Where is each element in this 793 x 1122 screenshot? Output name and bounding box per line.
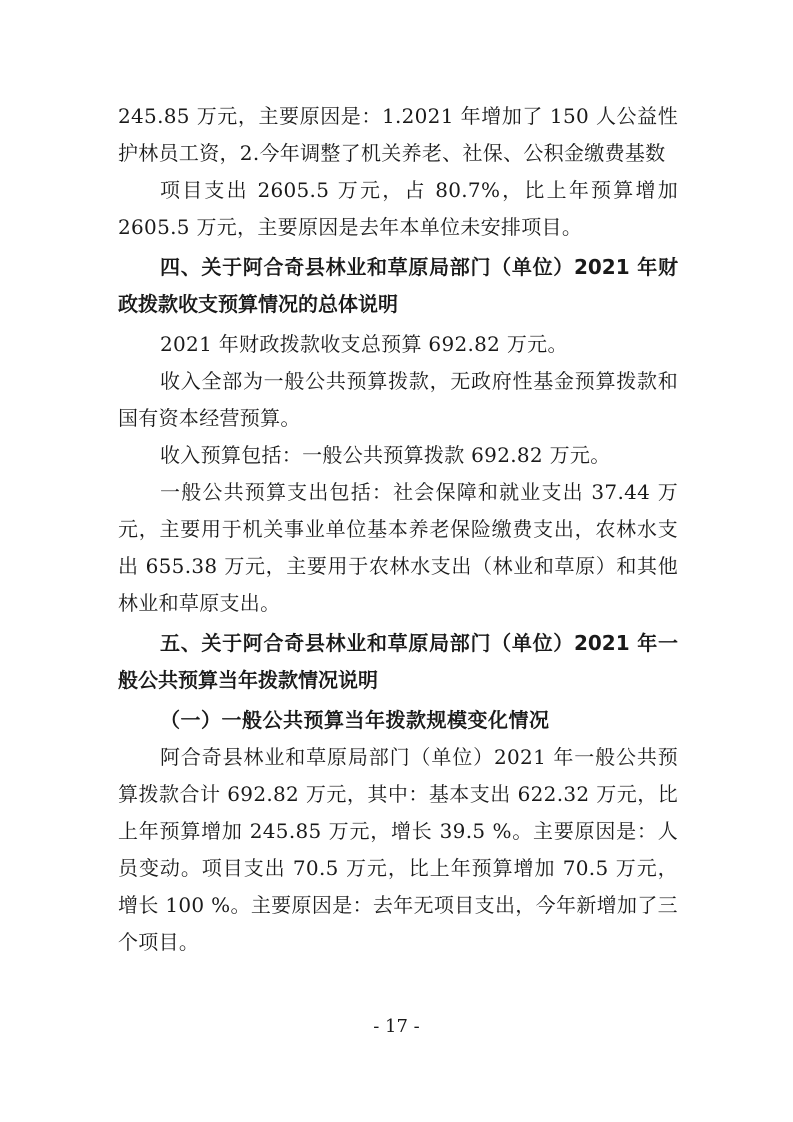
subsection-heading-1: （一）一般公共预算当年拨款规模变化情况: [160, 708, 550, 732]
body-paragraph-general-expenditure: 一般公共预算支出包括：社会保障和就业支出 37.44 万元，主要用于机关事业单位基本养老保险缴费支出，农林水支出 655.38 万元，主要用于农林水支出（林业和草原）和其他林业和草原支出。: [118, 480, 678, 615]
body-paragraph-appropriation-change: 阿合奇县林业和草原局部门（单位）2021 年一般公共预算拨款合计 692.82 万元，其中：基本支出 622.32 万元，比上年预算增加 245.85 万元，增长 39.5 %。主要原因是：人员变动。项目支出 70.5 万元，比上年预算增加 70.5 万元，增长 100 %。主要原因是：去年无项目支出，今年新增加了三个项目。: [118, 745, 678, 954]
body-paragraph-continued: 245.85 万元，主要原因是：1.2021 年增加了 150 人公益性护林员工资，2.今年调整了机关养老、社保、公积金缴费基数: [118, 104, 678, 165]
body-paragraph-project-expenditure: 项目支出 2605.5 万元，占 80.7%，比上年预算增加2605.5 万元，主要原因是去年本单位未安排项目。: [118, 178, 678, 239]
section-heading-4: 四、关于阿合奇县林业和草原局部门（单位）2021 年财政拨款收支预算情况的总体说明: [118, 255, 678, 316]
page-number: - 17 -: [373, 1016, 420, 1037]
body-paragraph-income-budget: 收入预算包括：一般公共预算拨款 692.82 万元。: [160, 443, 611, 467]
body-paragraph-income-sources: 收入全部为一般公共预算拨款，无政府性基金预算拨款和国有资本经营预算。: [118, 369, 678, 430]
document-body: [118, 98, 678, 961]
section-heading-5: 五、关于阿合奇县林业和草原局部门（单位）2021 年一般公共预算当年拨款情况说明: [118, 631, 678, 692]
body-paragraph-total-budget: 2021 年财政拨款收支总预算 692.82 万元。: [160, 332, 568, 356]
